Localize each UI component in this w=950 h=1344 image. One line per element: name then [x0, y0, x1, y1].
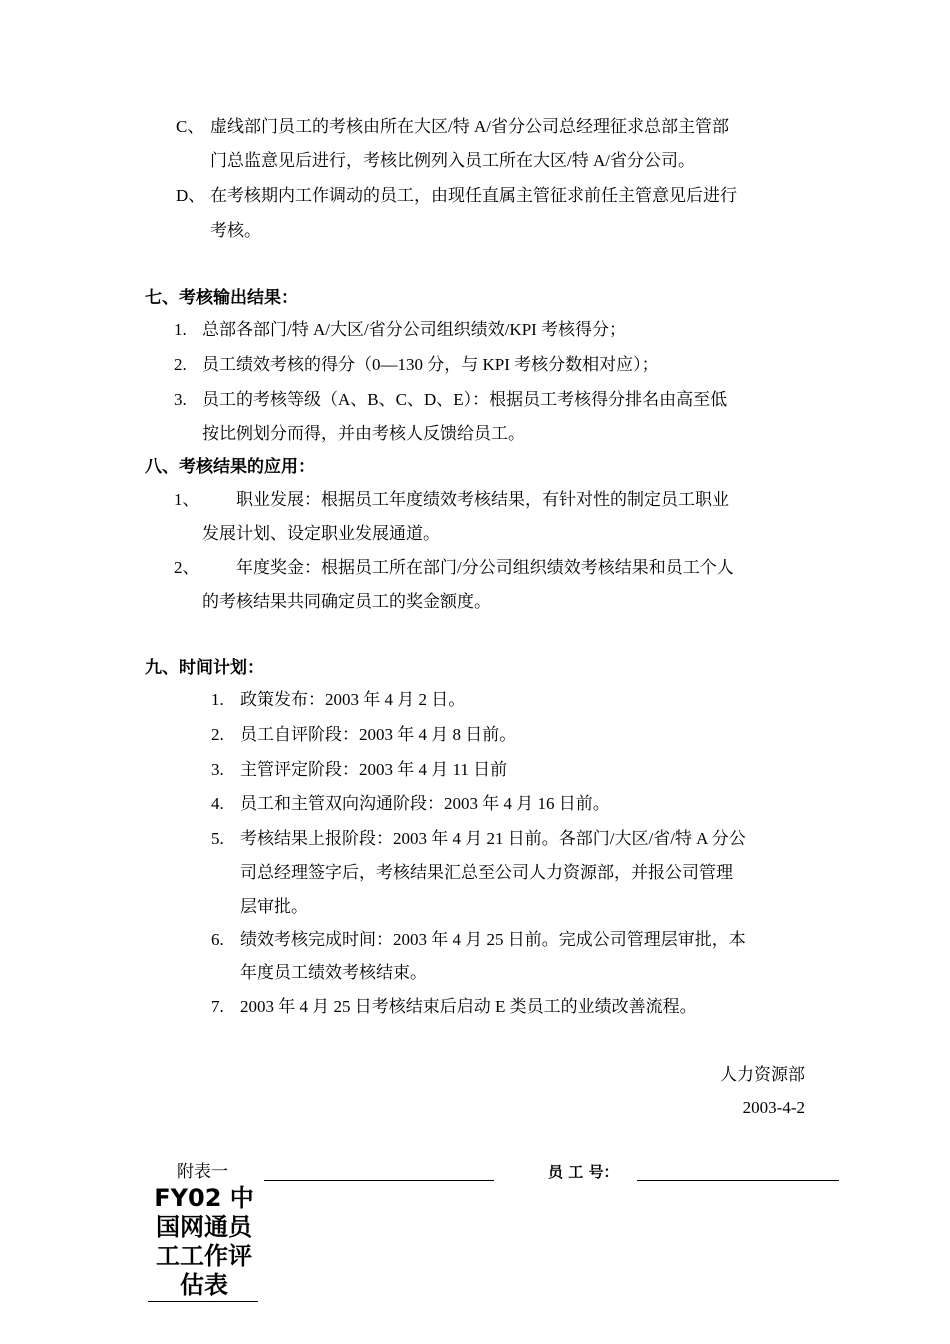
s9-item-1-text: 政策发布：2003 年 4 月 2 日。	[240, 690, 466, 709]
s9-item-5-text-2: 司总经理签字后，考核结果汇总至公司人力资源部，并报公司管理	[240, 863, 733, 882]
appendix-label: 附表一	[177, 1162, 228, 1181]
item-d-marker: D、	[176, 186, 206, 205]
item-c-line-2: 门总监意见后进行，考核比例列入员工所在大区/特 A/省分公司。	[210, 151, 695, 170]
item-d-line-1: 在考核期内工作调动的员工，由现任直属主管征求前任主管意见后进行	[210, 186, 737, 205]
s7-item-1-text: 总部各部门/特 A/大区/省分公司组织绩效/KPI 考核得分；	[202, 320, 627, 339]
form-title-underline	[148, 1301, 258, 1302]
s9-item-6-num: 6.	[211, 930, 224, 949]
s9-item-7-num: 7.	[211, 997, 224, 1016]
employee-no-field[interactable]	[637, 1180, 839, 1181]
s9-item-2-text: 员工自评阶段：2003 年 4 月 8 日前。	[240, 725, 517, 744]
item-c-marker: C、	[176, 117, 205, 136]
s9-item-5-num: 5.	[211, 829, 224, 848]
s9-item-6-text-1: 绩效考核完成时间：2003 年 4 月 25 日前。完成公司管理层审批，本	[240, 930, 746, 949]
s9-item-6-text-2: 年度员工绩效考核结束。	[240, 963, 427, 982]
s7-item-3-text-1: 员工的考核等级（A、B、C、D、E）：根据员工考核得分排名由高至低	[202, 390, 728, 409]
s8-item-1-text-1: 职业发展：根据员工年度绩效考核结果，有针对性的制定员工职业	[236, 490, 729, 509]
s9-item-5-text-1: 考核结果上报阶段：2003 年 4 月 21 日前。各部门/大区/省/特 A 分公	[240, 829, 746, 848]
s9-item-3-text: 主管评定阶段：2003 年 4 月 11 日前	[240, 760, 508, 779]
s9-item-2-num: 2.	[211, 725, 224, 744]
s9-item-5-text-3: 层审批。	[240, 897, 308, 916]
signature-date: 2003-4-2	[742, 1098, 805, 1117]
s9-item-3-num: 3.	[211, 760, 224, 779]
s8-item-2-num: 2、	[174, 558, 200, 577]
section-9-heading: 九、时间计划：	[145, 658, 264, 677]
s8-item-2-text-1: 年度奖金：根据员工所在部门/分公司组织绩效考核结果和员工个人	[236, 558, 734, 577]
s9-item-7-text: 2003 年 4 月 25 日考核结束后启动 E 类员工的业绩改善流程。	[240, 997, 697, 1016]
item-c-line-1: 虚线部门员工的考核由所在大区/特 A/省分公司总经理征求总部主管部	[210, 117, 729, 136]
s9-item-1-num: 1.	[211, 690, 224, 709]
s7-item-1-num: 1.	[174, 320, 187, 339]
form-title: FY02 中国网通员工工作评估表	[154, 1184, 254, 1299]
s7-item-3-num: 3.	[174, 390, 187, 409]
employee-no-label: 员 工 号：	[548, 1163, 619, 1181]
s9-item-4-text: 员工和主管双向沟通阶段：2003 年 4 月 16 日前。	[240, 794, 610, 813]
s8-item-1-text-2: 发展计划、设定职业发展通道。	[202, 524, 440, 543]
s8-item-1-num: 1、	[174, 490, 200, 509]
s7-item-2-text: 员工绩效考核的得分（0—130 分，与 KPI 考核分数相对应）；	[202, 355, 659, 374]
s7-item-3-text-2: 按比例划分而得，并由考核人反馈给员工。	[202, 424, 525, 443]
s9-item-4-num: 4.	[211, 794, 224, 813]
section-8-heading: 八、考核结果的应用：	[145, 457, 315, 476]
signature-department: 人力资源部	[720, 1065, 805, 1084]
section-7-heading: 七、考核输出结果：	[145, 288, 298, 307]
appendix-blank-line	[264, 1180, 494, 1181]
s7-item-2-num: 2.	[174, 355, 187, 374]
item-d-line-2: 考核。	[210, 221, 261, 240]
s8-item-2-text-2: 的考核结果共同确定员工的奖金额度。	[202, 592, 491, 611]
